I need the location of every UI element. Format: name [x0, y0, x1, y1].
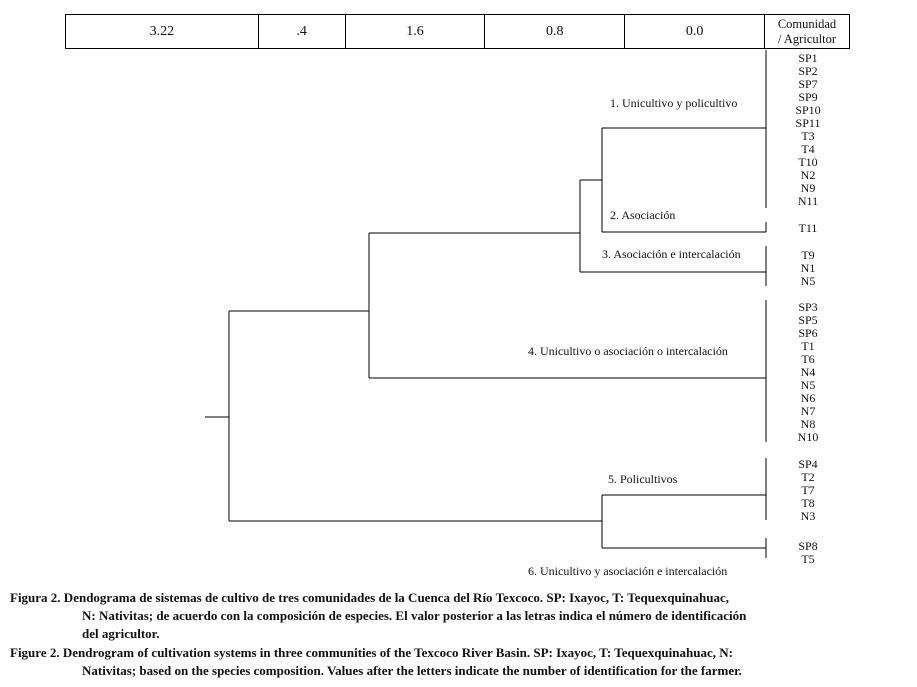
- scale-value: .4: [258, 15, 345, 49]
- leaf-label: SP4: [798, 457, 818, 471]
- leaf-label: T8: [801, 496, 815, 510]
- leaf-label: SP2: [798, 64, 818, 78]
- caption-en-line1: Figure 2. Dendrogram of cultivation systems in three communities of the Texcoco River Basin. SP: Ixayoc, T: Tequexquinahuac, N:: [10, 645, 733, 660]
- caption-es-line1: Figura 2. Dendograma de sistemas de cultivo de tres comunidades de la Cuenca del Río Texcoco. SP: Ixayoc, T: Tequexquinahuac,: [10, 590, 730, 605]
- scale-value: 0.8: [485, 15, 625, 49]
- leaf-label: N2: [800, 168, 816, 182]
- leaf-label: N8: [800, 417, 816, 431]
- scale-value: 0.0: [625, 15, 765, 49]
- leaf-label: SP10: [795, 103, 821, 117]
- leaf-label: N5: [800, 378, 816, 392]
- leaf-label: N4: [800, 365, 816, 379]
- caption-es-line2: N: Nativitas; de acuerdo con la composición de especies. El valor posterior a las letras indica el número de identificación: [82, 608, 747, 623]
- group-label: 4. Unicultivo o asociación o intercalación: [528, 344, 728, 358]
- group-label: 2. Asociación: [610, 208, 676, 222]
- caption-spanish: [10, 589, 907, 643]
- header-line1: Comunidad: [777, 16, 837, 31]
- group-label: 1. Unicultivo y policultivo: [610, 96, 738, 110]
- leaf-label: T3: [801, 129, 815, 143]
- leaf-label: N11: [797, 194, 819, 208]
- scale-value: 1.6: [345, 15, 485, 49]
- leaf-label: N5: [800, 274, 816, 288]
- leaf-label: T2: [801, 470, 815, 484]
- leaf-label: T6: [801, 352, 815, 366]
- leaf-label: N3: [800, 509, 816, 523]
- leaf-label: SP5: [798, 313, 818, 327]
- leaf-label: SP11: [795, 116, 821, 130]
- leaf-label: T5: [801, 552, 815, 566]
- caption-en-line2: Nativitas; based on the species composition. Values after the letters indicate the number of identification for the farmer.: [82, 663, 742, 678]
- leaf-label: SP6: [798, 326, 818, 340]
- header-line2: / Agricultor: [778, 31, 836, 46]
- leaf-label: N1: [800, 261, 816, 275]
- leaf-label: SP3: [798, 300, 818, 314]
- leaf-label: SP9: [798, 90, 818, 104]
- scale-value: 3.22: [66, 15, 259, 49]
- leaf-label: N6: [800, 391, 816, 405]
- leaf-label: N9: [800, 181, 816, 195]
- leaf-label: SP8: [798, 539, 818, 553]
- leaf-label: T1: [801, 339, 815, 353]
- caption-english: [10, 644, 907, 680]
- leaf-label: T4: [801, 142, 815, 156]
- leaf-label: T7: [801, 483, 815, 497]
- group-label: 3. Asociación e intercalación: [602, 247, 741, 261]
- leaf-label: T9: [801, 248, 815, 262]
- leaf-label: N10: [797, 430, 819, 444]
- leaf-label: N7: [800, 404, 816, 418]
- leaf-label: SP1: [798, 51, 818, 65]
- caption-es-line3: del agricultor.: [82, 626, 160, 641]
- group-label: 5. Policultivos: [608, 472, 678, 486]
- group-label: 6. Unicultivo y asociación e intercalación: [528, 564, 728, 578]
- leaf-label: T11: [798, 221, 818, 235]
- leaf-label: SP7: [798, 77, 818, 91]
- leaf-label: T10: [798, 155, 818, 169]
